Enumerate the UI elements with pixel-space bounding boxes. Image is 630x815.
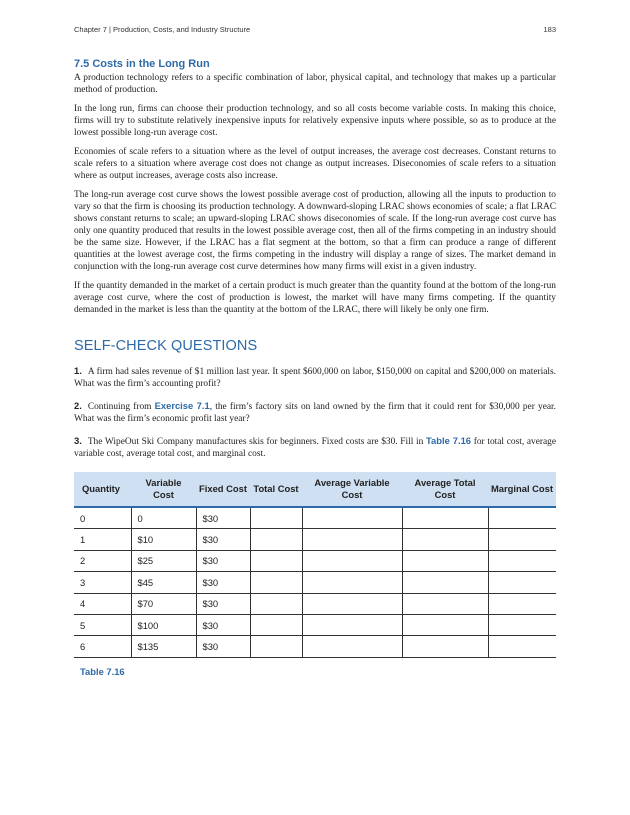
table-cell: $135 — [131, 636, 196, 657]
table-cell — [250, 593, 302, 614]
table-cell — [402, 636, 488, 657]
table-cell — [302, 593, 402, 614]
question-text: A firm had sales revenue of $1 million last year. It spent $600,000 on labor, $150,000 on capital and $200,000 on materials. What was the firm’s accounting profit? — [74, 367, 556, 389]
column-header: Variable Cost — [131, 472, 196, 507]
table-cell: $30 — [196, 636, 250, 657]
question-number: 3. — [74, 435, 82, 446]
table-cell: 2 — [74, 550, 131, 571]
table-cell: $70 — [131, 593, 196, 614]
table-row — [74, 636, 556, 657]
table-cell — [402, 614, 488, 635]
table-cell — [488, 614, 556, 635]
page-header — [74, 23, 556, 37]
table-cell: $45 — [131, 572, 196, 593]
question-text: , the firm’s factory sits on land owned by the firm that it could rent for $30,000 per year. What was the firm’s economic profit last year? — [74, 402, 556, 424]
cost-table — [74, 472, 556, 658]
table-cell: 3 — [74, 572, 131, 593]
chapter-title: Chapter 7 | Production, Costs, and Industry Structure — [74, 25, 251, 34]
paragraph: In the long run, firms can choose their production technology, and so all costs become variable costs. In making this choice, firms will try to substitute relatively inexpensive inputs for relatively expensive inputs where possible, so as to produce at the lowest possible long-run average cost. — [74, 104, 556, 138]
table-cell — [302, 636, 402, 657]
question-number: 1. — [74, 365, 82, 376]
table-cell: 1 — [74, 529, 131, 550]
table-cell — [302, 507, 402, 529]
table-cell — [402, 593, 488, 614]
column-header: Average Variable Cost — [302, 472, 402, 507]
question-2 — [74, 400, 556, 425]
table-cell: $30 — [196, 507, 250, 529]
table-cell — [302, 614, 402, 635]
table-cell — [250, 507, 302, 529]
table-cell — [488, 636, 556, 657]
question-text: The WipeOut Ski Company manufactures skis for beginners. Fixed costs are $30. Fill in — [87, 437, 427, 447]
paragraph: Economies of scale refers to a situation where as the level of output increases, the average cost decreases. Constant returns to scale refers to a situation where average cost does not change as output increases. Diseconomies of scale refers to a situation where as output increases, average costs also increase. — [74, 147, 556, 181]
table-cell — [250, 572, 302, 593]
table-cell: 4 — [74, 593, 131, 614]
table-link[interactable]: Table 7.16 — [426, 435, 472, 446]
table-cell: 0 — [74, 507, 131, 529]
table-cell — [488, 550, 556, 571]
page-number: 183 — [543, 25, 556, 34]
table-row — [74, 529, 556, 550]
exercise-link[interactable]: Exercise 7.1 — [154, 400, 210, 411]
table-cell — [488, 507, 556, 529]
table-cell: $25 — [131, 550, 196, 571]
question-1 — [74, 365, 556, 390]
column-header: Average Total Cost — [402, 472, 488, 507]
table-cell — [402, 507, 488, 529]
table-row — [74, 507, 556, 529]
table-cell — [250, 529, 302, 550]
table-cell — [302, 572, 402, 593]
table-row — [74, 572, 556, 593]
table-cell — [488, 572, 556, 593]
table-cell: 5 — [74, 614, 131, 635]
table-cell — [250, 550, 302, 571]
table-cell — [402, 572, 488, 593]
table-cell — [302, 550, 402, 571]
table-row — [74, 550, 556, 571]
table-cell: $30 — [196, 593, 250, 614]
question-text: for total cost, average variable cost, average total cost, and marginal cost. — [74, 437, 556, 459]
table-cell: 6 — [74, 636, 131, 657]
table-row — [74, 614, 556, 635]
table-header-row — [74, 472, 556, 507]
table-cell — [302, 529, 402, 550]
column-header: Fixed Cost — [196, 472, 250, 507]
table-cell — [402, 550, 488, 571]
column-header: Total Cost — [250, 472, 302, 507]
table-cell: $30 — [196, 550, 250, 571]
table-cell — [402, 529, 488, 550]
table-cell: $100 — [131, 614, 196, 635]
table-cell: 0 — [131, 507, 196, 529]
table-cell: $30 — [196, 529, 250, 550]
table-cell — [250, 636, 302, 657]
section-title: 7.5 Costs in the Long Run — [74, 58, 210, 70]
column-header: Marginal Cost — [488, 472, 556, 507]
table-cell — [488, 593, 556, 614]
paragraph: If the quantity demanded in the market of a certain product is much greater than the quantity found at the bottom of the long-run average cost curve, where the cost of production is lowest, the market will have many firms competing. If the quantity demanded in the market is less than the quantity at the bottom of the LRAC, there will likely be only one firm. — [74, 281, 556, 315]
paragraph: A production technology refers to a specific combination of labor, physical capital, and technology that makes up a particular method of production. — [74, 73, 556, 95]
question-3 — [74, 435, 556, 460]
table-cell: $10 — [131, 529, 196, 550]
table-cell: $30 — [196, 614, 250, 635]
table-cell — [250, 614, 302, 635]
page-content — [74, 58, 556, 677]
table-cell: $30 — [196, 572, 250, 593]
question-number: 2. — [74, 400, 82, 411]
paragraph: The long-run average cost curve shows the lowest possible average cost of production, allowing all the inputs to production to vary so that the firm is choosing its production technology. A downward-sloping LRAC shows economies of scale; a flat LRAC shows constant returns to scale; an upward-sloping LRAC shows diseconomies of scale. If the long-run average cost curve has only one quantity produced that results in the lowest possible average cost, then all of the firms competing in an industry should be the same size. However, if the LRAC has a flat segment at the bottom, so that a firm can produce a range of different quantities at the lowest average cost, the firms competing in the industry will display a range of sizes. The market demand in conjunction with the long-run average cost curve determines how many firms will exist in a given industry. — [74, 190, 556, 272]
self-check-title: SELF-CHECK QUESTIONS — [74, 338, 258, 354]
column-header: Quantity — [74, 472, 131, 507]
table-row — [74, 593, 556, 614]
table-caption: Table 7.16 — [80, 665, 125, 677]
question-text: Continuing from — [87, 402, 155, 412]
table-cell — [488, 529, 556, 550]
